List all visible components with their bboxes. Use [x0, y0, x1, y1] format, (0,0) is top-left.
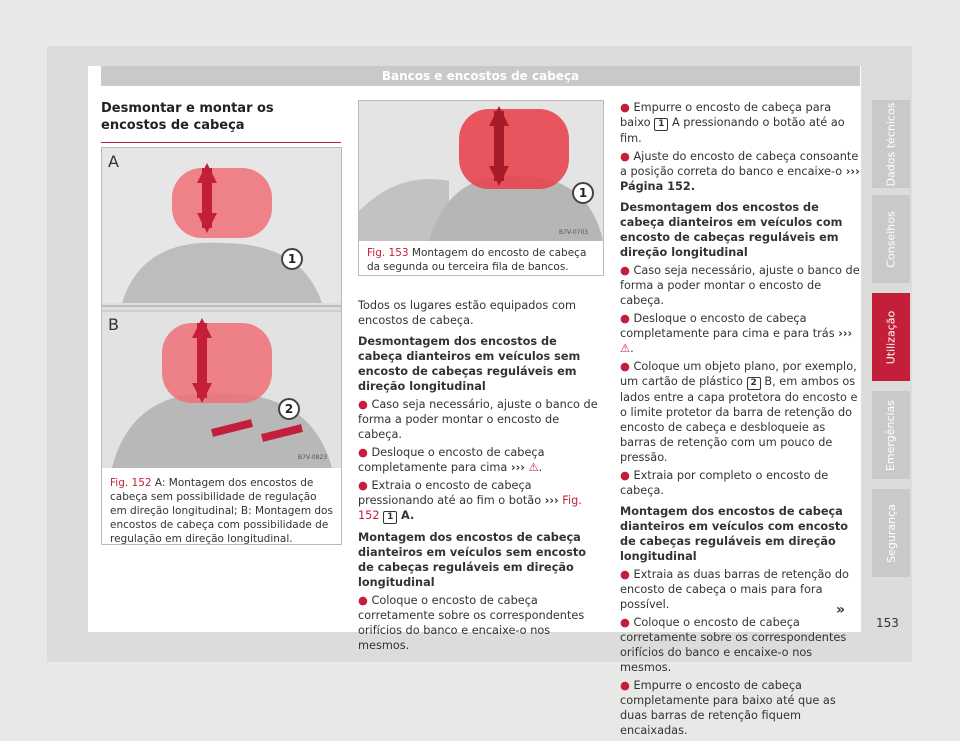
chapter-title: Bancos e encostos de cabeça: [381, 69, 580, 83]
figure-label-a: A: [108, 152, 119, 171]
section-heading: Desmontar e montar os encostos de cabeça: [101, 100, 341, 143]
list-item: ● Desloque o encosto de cabeça completamente para cima ››› ⚠.: [358, 446, 545, 474]
subheading-mount: Montagem dos encostos de cabeça dianteiros em veículos sem encosto de cabeças reguláveis em direção longitudinal: [358, 531, 586, 589]
figure-marker-1: 1: [281, 248, 303, 270]
page-link[interactable]: Página 152.: [620, 180, 696, 193]
subheading-mount: Montagem dos encostos de cabeça dianteiros em veículos com encosto de cabeças reguláveis em direção longitudinal: [620, 505, 849, 563]
figure-number: Fig. 152: [110, 477, 152, 489]
tab-utilizacao[interactable]: Utilização: [872, 293, 910, 381]
list-item: ● Empurre o encosto de cabeça completamente para baixo até que as duas barras de retenção fiquem encaixadas.: [620, 679, 836, 737]
tab-seguranca[interactable]: Segurança: [872, 489, 910, 577]
page-number: 153: [876, 616, 899, 630]
column-3-text: [620, 100, 860, 741]
figure-152-image: [102, 148, 341, 468]
tab-emergencias[interactable]: Emergências: [872, 391, 910, 479]
tab-dados-tecnicos[interactable]: Dados técnicos: [872, 100, 910, 188]
continue-icon: »: [836, 602, 846, 618]
figure-label-b: B: [108, 315, 119, 334]
figure-marker-2: 2: [278, 398, 300, 420]
intro-paragraph: Todos os lugares estão equipados com encostos de cabeça.: [358, 299, 576, 327]
list-item: ● Coloque o encosto de cabeça corretamente sobre os correspondentes orifícios do banco e encaixe-o nos mesmos.: [620, 616, 847, 674]
list-item: ● Coloque um objeto plano, por exemplo, um cartão de plástico 2 B, em ambos os lados entre a capa protetora do encosto e o limite protetor da barra de retenção do encosto de cabeça e desbloqueie as barras de retenção com um pouco de pressão.: [620, 360, 858, 464]
list-item: ● Caso seja necessário, ajuste o banco de forma a poder montar o encosto de cabeça.: [358, 398, 598, 441]
figure-code: B7V-0703: [559, 229, 589, 236]
figure-number: Fig. 153: [367, 247, 409, 259]
figure-152-caption: [110, 476, 334, 546]
list-item: ● Ajuste do encosto de cabeça consoante a posição correta do banco e encaixe-o ››› Página 152.: [620, 150, 860, 193]
list-item: ● Extraia as duas barras de retenção do encosto de cabeça o mais para fora possível.: [620, 568, 849, 611]
list-item: ● Extraia por completo o encosto de cabeça.: [620, 469, 829, 497]
figure-link[interactable]: Fig. 152: [358, 494, 582, 522]
subheading-remove: Desmontagem dos encostos de cabeça dianteiros em veículos sem encosto de cabeças reguláveis em direção longitudinal: [358, 335, 581, 393]
figure-153-image: [359, 101, 603, 241]
column-1: [101, 100, 341, 143]
figure-marker-1: 1: [572, 182, 594, 204]
chapter-header: [101, 66, 860, 86]
figure-153-caption: [367, 246, 595, 274]
column-2-text: [358, 298, 602, 656]
subheading-remove: Desmontagem dos encostos de cabeça dianteiros em veículos com encosto de cabeças reguláveis em direção longitudinal: [620, 201, 843, 259]
tab-conselhos[interactable]: Conselhos: [872, 195, 910, 283]
list-item: ● Coloque o encosto de cabeça corretamente sobre os correspondentes orifícios do banco e encaixe-o nos mesmos.: [358, 594, 585, 652]
list-item: ● Empurre o encosto de cabeça para baixo 1 A pressionando o botão até ao fim.: [620, 101, 845, 145]
figure-153: [358, 100, 604, 276]
list-item: ● Desloque o encosto de cabeça completamente para cima e para trás ››› ⚠.: [620, 312, 853, 355]
figure-code: B7V-0823: [298, 454, 328, 461]
figure-152: [101, 147, 342, 545]
list-item: ● Caso seja necessário, ajuste o banco de forma a poder montar o encosto de cabeça.: [620, 264, 860, 307]
caption-text: Montagem do encosto de cabeça da segunda ou terceira fila de bancos.: [367, 247, 587, 273]
caption-text: A: Montagem dos encostos de cabeça sem possibilidade de regulação em direção longitudinal; B: Montagem dos encostos de cabeça com possibilidade de regulação em direção longitudinal.: [110, 477, 333, 545]
list-item: ● Extraia o encosto de cabeça pressionando até ao fim o botão ››› Fig. 152 1 A.: [358, 479, 582, 522]
